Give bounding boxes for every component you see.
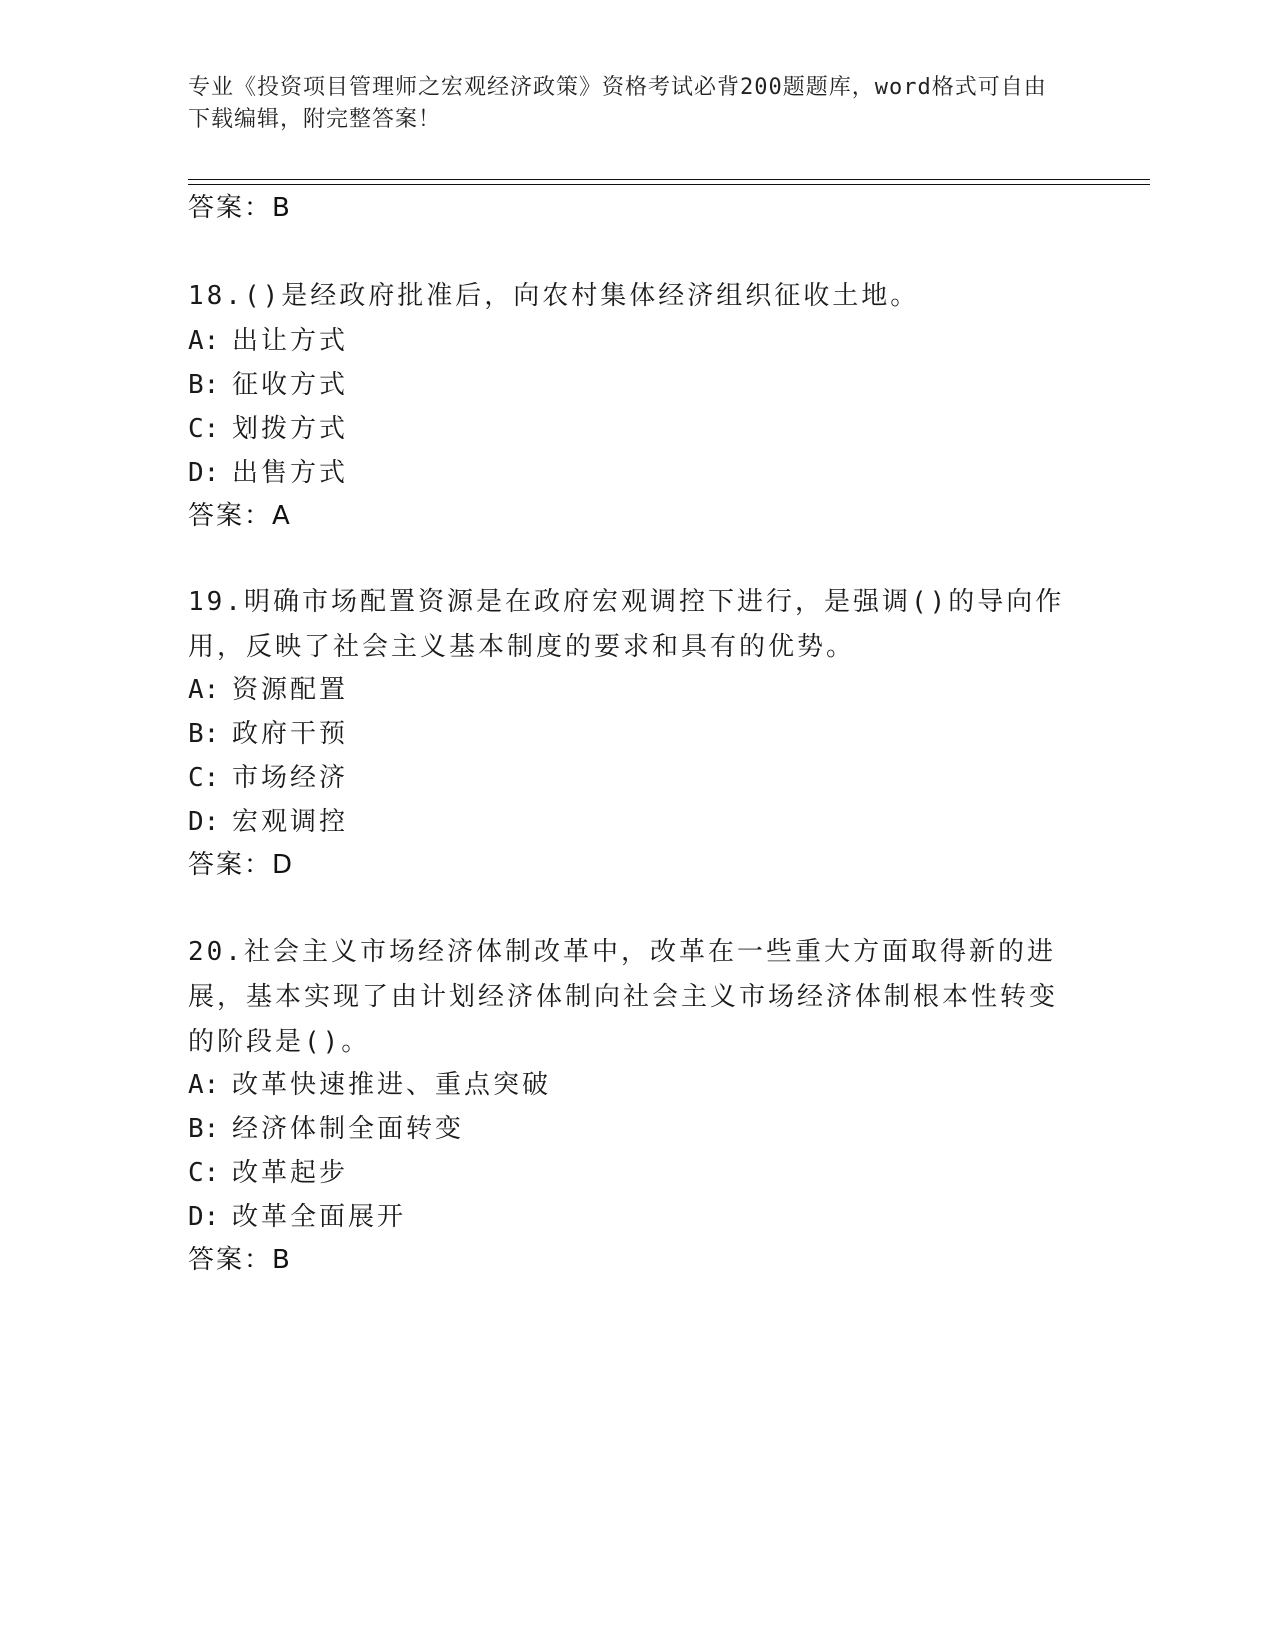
option-18-d (188, 455, 348, 491)
page-header: 专业《投资项目管理师之宏观经济政策》资格考试必背200题题库，word格式可自由下载编辑，附完整答案！ (188, 75, 1047, 132)
option-20-b (188, 1111, 464, 1147)
option-text: 征收方式 (232, 370, 349, 400)
option-text: 改革起步 (232, 1158, 349, 1188)
option-text: 市场经济 (232, 763, 349, 793)
option-text: 政府干预 (232, 719, 349, 749)
answer-19: 答案：D (188, 850, 295, 880)
option-text: 出让方式 (232, 326, 349, 356)
option-18-b (188, 367, 348, 403)
option-key: C: (188, 414, 220, 444)
option-key: D: (188, 458, 220, 488)
option-19-c (188, 760, 348, 796)
option-19-d (188, 804, 348, 840)
option-19-b (188, 716, 348, 752)
header-rule-top (188, 179, 1150, 180)
option-20-d (188, 1199, 406, 1235)
option-key: C: (188, 1158, 220, 1188)
option-20-c (188, 1155, 348, 1191)
option-19-a (188, 672, 348, 708)
header-rule-bottom (188, 184, 1150, 185)
option-text: 划拨方式 (232, 414, 349, 444)
option-key: A: (188, 326, 220, 356)
option-key: B: (188, 370, 220, 400)
option-key: D: (188, 807, 220, 837)
option-18-a (188, 323, 348, 359)
option-20-a (188, 1067, 551, 1103)
option-text: 资源配置 (232, 675, 349, 705)
option-text: 改革全面展开 (232, 1202, 407, 1232)
option-key: A: (188, 675, 220, 705)
answer-17: 答案：B (188, 193, 292, 223)
option-key: A: (188, 1070, 220, 1100)
option-text: 经济体制全面转变 (232, 1114, 465, 1144)
option-text: 出售方式 (232, 458, 349, 488)
option-text: 宏观调控 (232, 807, 349, 837)
answer-18: 答案：A (188, 501, 292, 531)
option-key: B: (188, 719, 220, 749)
option-key: C: (188, 763, 220, 793)
option-key: B: (188, 1114, 220, 1144)
question-20: 20.社会主义市场经济体制改革中，改革在一些重大方面取得新的进展，基本实现了由计划经济体制向社会主义市场经济体制根本性转变的阶段是()。 (188, 937, 1059, 1057)
answer-20: 答案：B (188, 1245, 292, 1275)
option-text: 改革快速推进、重点突破 (232, 1070, 552, 1100)
option-key: D: (188, 1202, 220, 1232)
question-19: 19.明确市场配置资源是在政府宏观调控下进行，是强调()的导向作用，反映了社会主义基本制度的要求和具有的优势。 (188, 587, 1065, 662)
question-18: 18.()是经政府批准后，向农村集体经济组织征收土地。 (188, 281, 920, 311)
option-18-c (188, 411, 348, 447)
